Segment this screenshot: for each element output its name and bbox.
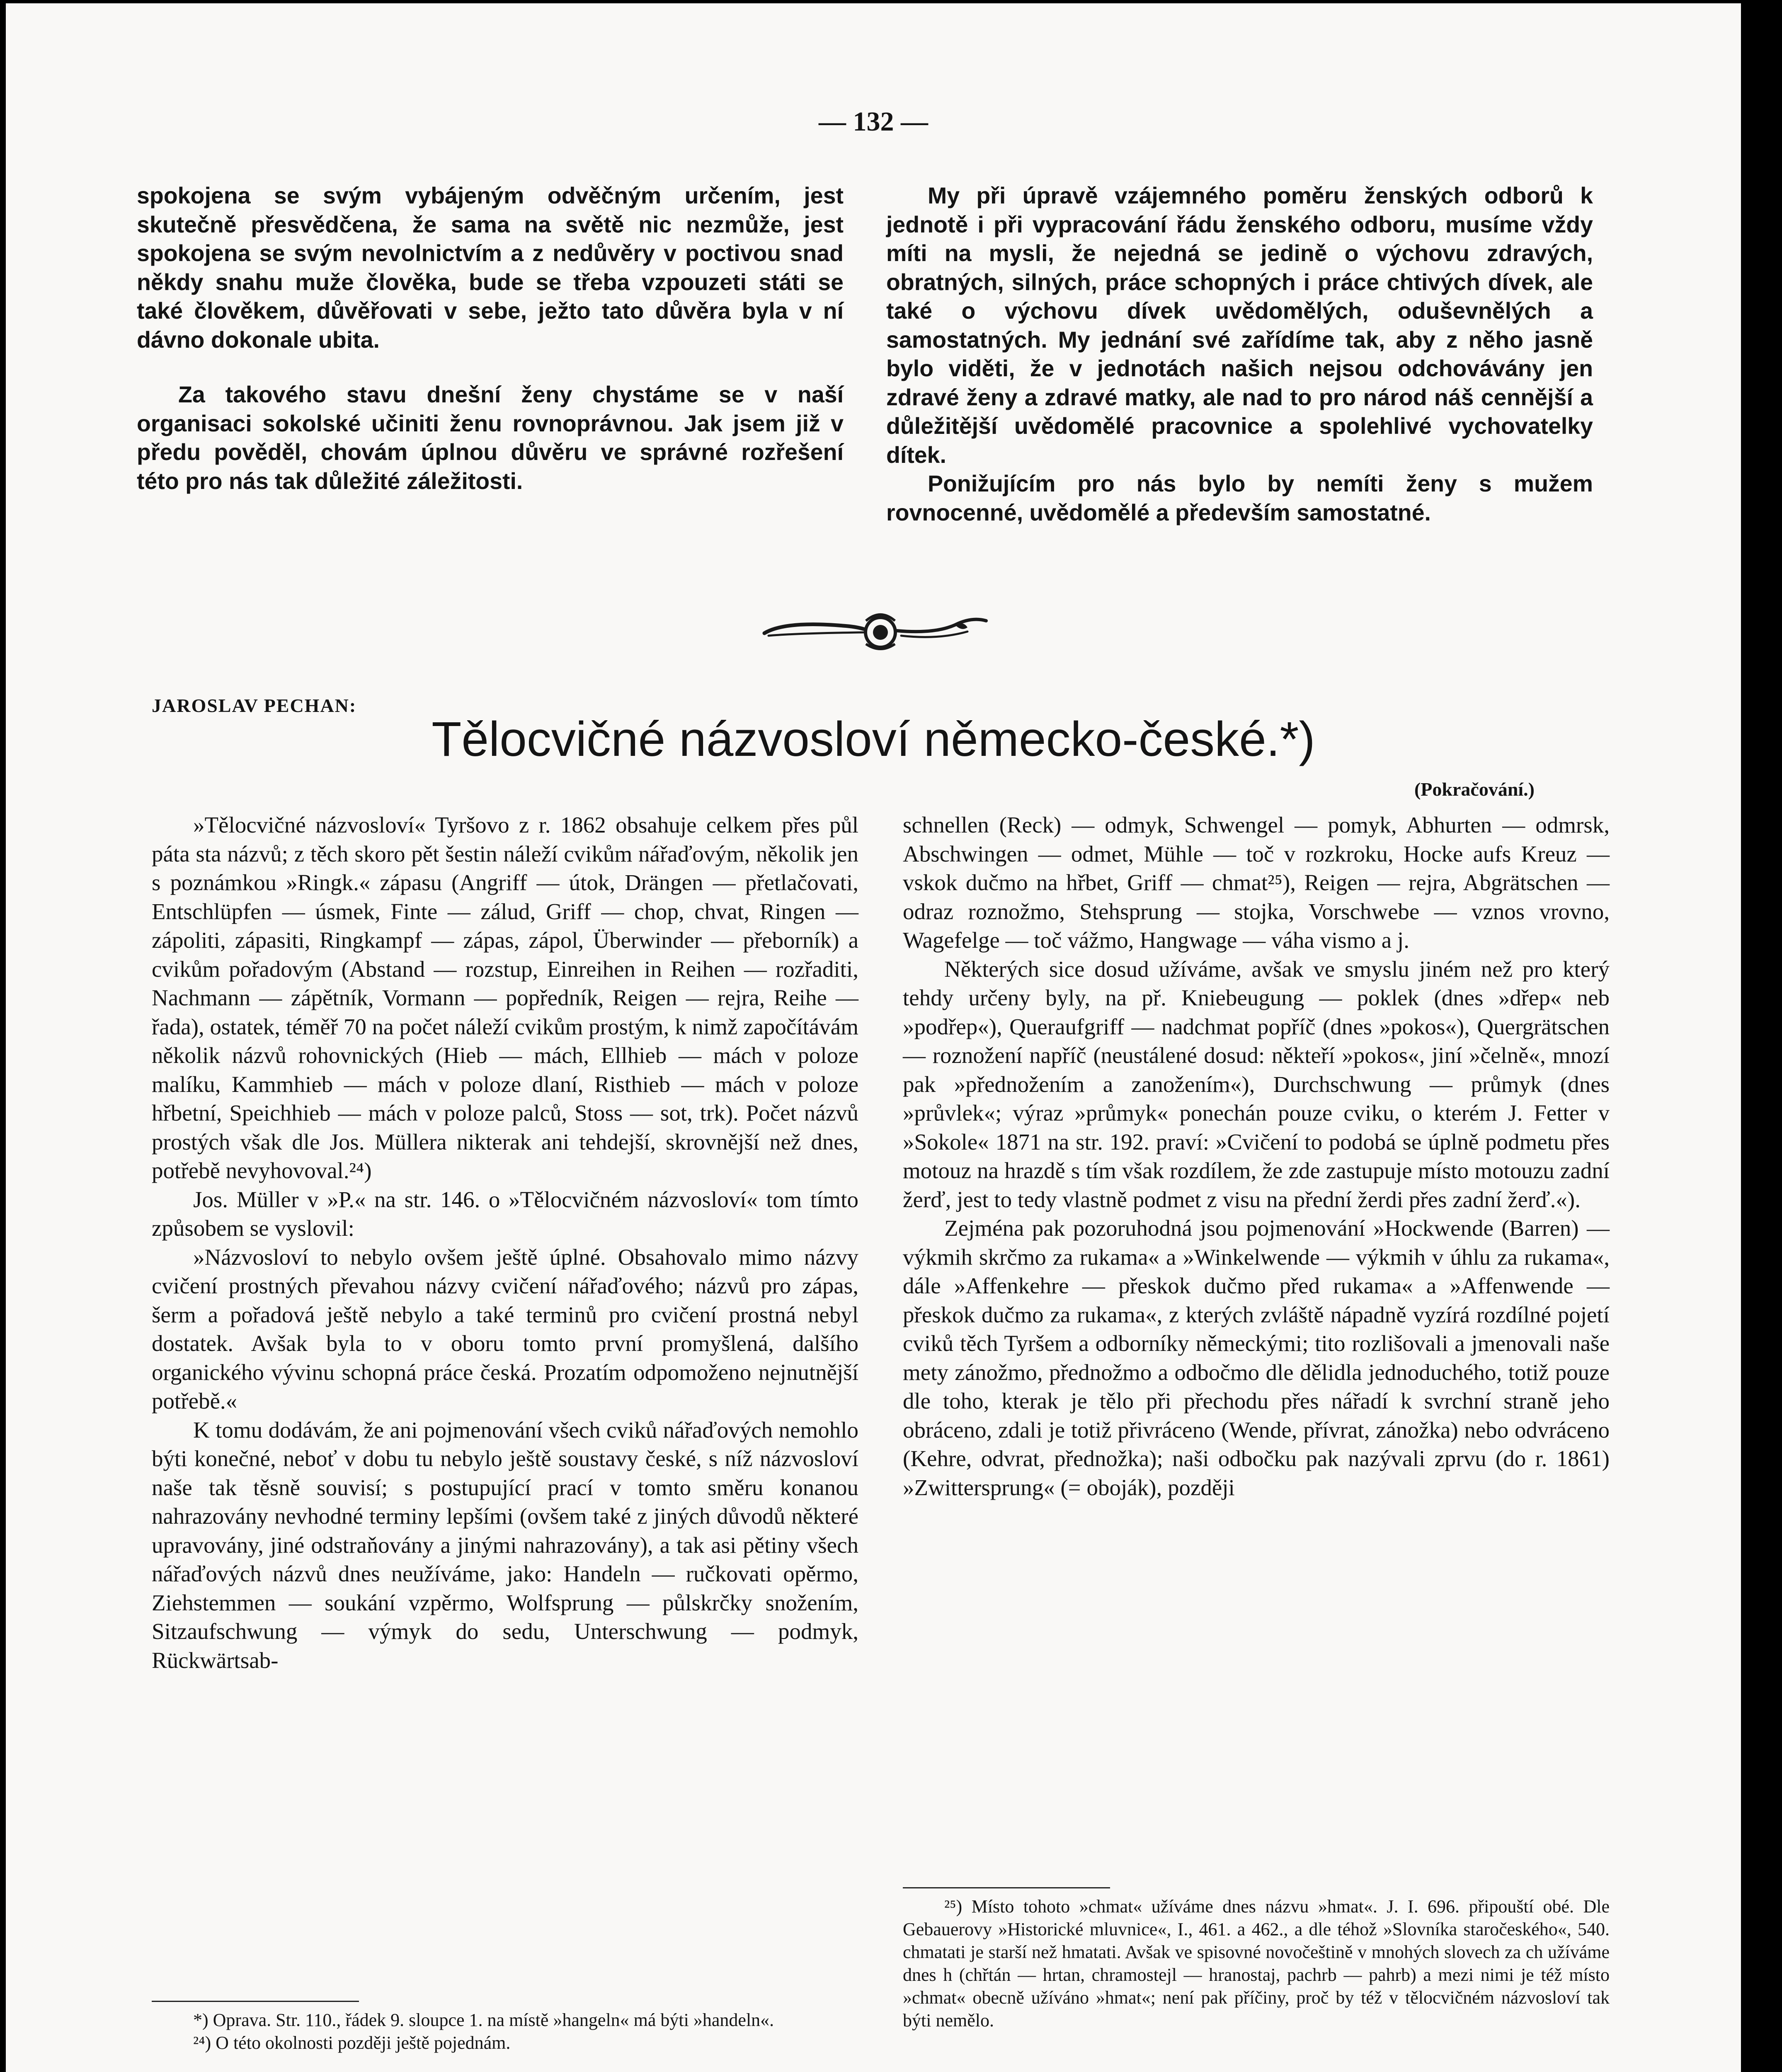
paragraph: Jos. Müller v »P.« na str. 146. o »Tělocvičném názvosloví« tom tímto způsobem se vyslovil: — [152, 1186, 858, 1241]
paragraph: Za takového stavu dnešní ženy chystáme se v naší organisaci sokolské učiniti ženu rovnoprávnou. Jak jsem již v předu pověděl, chovám úplnou důvěru ve správné rozřešení této pro nás tak důležité záležitosti. — [137, 382, 844, 494]
body-right-column — [903, 811, 1610, 1502]
footnote: *) Oprava. Str. 110., řádek 9. sloupce 1. na místě »hangeln« má býti »handeln«. — [193, 2010, 774, 2030]
footnotes-left — [152, 2001, 858, 2054]
paragraph: »Názvosloví to nebylo ovšem ještě úplné. Obsahovalo mimo názvy cvičení prostných převahou názvy cvičení nářaďového; názvů pro zápas, šerm a pořadová ještě nebylo a také terminů pro cvičení prostná nebyl dostatek. Avšak byla to v oboru tomto první promyšlená, dalšího organického vývinu schopná práce česká. Prozatím odpomoženo nejnutnější potřebě.« — [152, 1244, 858, 1414]
page — [6, 3, 1741, 2072]
footnote: ²⁴) O této okolnosti později ještě pojednám. — [193, 2033, 511, 2053]
top-right-column — [886, 182, 1593, 527]
paragraph: Zejména pak pozoruhodná jsou pojmenování »Hockwende (Barren) — výkmih skrčmo za rukama« a »Winkelwende — výkmih v úhlu za rukama«, dále »Affenkehre — přeskok dučmo před rukama« a »Affenwende — přeskok dučmo za rukama«, z kterých zvláště nápadně vyzírá rozdílné pojetí cviků těch Tyršem a odborníky německými; tito rozlišovali a jmenovali naše mety zánožmo, přednožmo a odbočmo dle dělidla jednoduchého, totiž pouze dle toho, kterak je tělo při přechodu přes nářadí k svrchní straně jeho obráceno, zdali je totiž přivráceno (Wende, přívrat, zánožka) nebo odvráceno (Kehre, odvrat, přednožka); naši odbočku pak nazývali zprvu (do r. 1861) »Zwittersprung« (= oboják), později — [903, 1215, 1610, 1500]
paragraph: K tomu dodávám, že ani pojmenování všech cviků nářaďových nemohlo býti konečné, neboť v dobu tu nebylo ještě soustavy české, s níž názvosloví naše tak těsně souvisí; s postupující prací v tomto směru konanou nahrazovány nevhodné terminy lepšími (ovšem také z jiných důvodů některé upravovány, jiné odstraňovány a jinými nahrazovány), a tak asi pětiny všech nářaďových názvů dnes neužíváme, jako: Handeln — ručkovati opěrmo, Ziehstemmen — soukání vzpěrmo, Wolfsprung — půlskrčky snožením, Sitzaufschwung — výmyk do sedu, Unterschwung — podmyk, Rückwärtsab- — [152, 1417, 858, 1673]
paragraph: Ponižujícím pro nás bylo by nemíti ženy s mužem rovnocenné, uvědomělé a především samostatné. — [886, 471, 1593, 525]
footnotes-right — [903, 1887, 1610, 2032]
paragraph: »Tělocvičné názvosloví« Tyršovo z r. 1862 obsahuje celkem přes půl páta sta názvů; z těch skoro pět šestin náleží cvikům nářaďovým, několik jen s poznámkou »Ringk.« zápasu (Angriff — útok, Drängen — přetlačovati, Entschlüpfen — úsmek, Finte — zálud, Griff — chop, chvat, Ringen — zápoliti, zápasiti, Ringkampf — zápas, zápol, Überwinder — přeborník) a cvikům pořadovým (Abstand — rozstup, Einreihen in Reihen — rozřaditi, Nachmann — zápětník, Vormann — popředník, Reigen — rejra, Reihe — řada), ostatek, téměř 70 na počet náleží cvikům prostým, k nimž započítávám několik názvů rohovnických (Hieb — mách, Ellhieb — mách v poloze malíku, Kammhieb — mách v poloze dlaní, Risthieb — mách v poloze hřbetní, Speichhieb — mách v poloze palců, Stoss — sot, trk). Počet názvů prostých však dle Jos. Müllera nikterak ani tehdejší, skrovnější než dnes, potřebě nevyhovoval.²⁴) — [152, 812, 858, 1183]
footnote-rule — [152, 2001, 359, 2002]
footnote-rule — [903, 1887, 1110, 1888]
top-left-column — [137, 182, 844, 496]
paragraph: Některých sice dosud užíváme, avšak ve smyslu jiném než pro který tehdy určeny byly, na př. Kniebeugung — poklek (dnes »dřep« neb »podřep«), Queraufgriff — nadchmat popříč (dnes »pokos«), Quergrätschen — roznožení napříč (neustálené dosud: někteří »pokos«, jiní »čelně«, mnozí pak »přednožením a zanožením«), Durchschwung — průmyk (dnes »průvlek«; výraz »průmyk« ponechán pouze cviku, o kterém J. Fetter v »Sokole« 1871 na str. 192. praví: »Cvičení to podobá se úplně podmetu přes motouz na hrazdě s tím však rozdílem, že zde zastupuje místo motouzu zadní žerď, jest to tedy vlastně podmet z visu na přední žerdi přes zadní žerď.«). — [903, 956, 1610, 1212]
body-left-column — [152, 811, 858, 1675]
ornament-divider — [760, 608, 992, 654]
article-title: Tělocvičné názvosloví německo-české.*) — [432, 712, 1315, 767]
paragraph: My při úpravě vzájemného poměru ženských odborů k jednotě i při vypracování řádu ženského odboru, musíme vždy míti na mysli, že nejedná se jedině o výchovu zdravých, obratných, silných, práce schopných i práce chtivých dívek, ale také o výchovu dívek uvědomělých, oduševnělých a samostatných. My jednání své zařídíme tak, aby z něho jasně bylo viděti, že v jednotách našich nejsou odchovávány jen zdravé ženy a zdravé matky, ale nad to pro národ náš cennější a důležitější uvědomělé pracovnice a spolehlivé vychovatelky dítek. — [886, 183, 1593, 468]
author-name: JAROSLAV PECHAN: — [152, 695, 357, 716]
paragraph: schnellen (Reck) — odmyk, Schwengel — pomyk, Abhurten — odmrsk, Abschwingen — odmet, Mühle — toč v rozkroku, Hocke aufs Kreuz — vskok dučmo na hřbet, Griff — chmat²⁵), Reigen — rejra, Abgrätschen — odraz roznožmo, Stehsprung — stojka, Vorschwebe — vznos vrovno, Wagefelge — toč vážmo, Hangwage — váha vismo a j. — [903, 812, 1610, 953]
page-number: — 132 — — [819, 107, 928, 137]
paragraph: spokojena se svým vybájeným odvěčným určením, jest skutečně přesvědčena, že sama na světě nic nezmůže, jest spokojena se svým nevolnictvím a z nedůvěry v poctivou snad někdy snahu muže člověka, bude se třeba vzpouzeti státi se také člověkem, důvěřovati v sebe, ježto tato důvěra byla v ní dávno dokonale ubita. — [137, 183, 844, 353]
footnote: ²⁵) Místo tohoto »chmat« užíváme dnes názvu »hmat«. J. I. 696. připouští obé. Dle Gebauerovy »Historické mluvnice«, I., 461. a 462., a dle téhož »Slovníka staročeského«, 540. chmatati je starší než hmatati. Avšak ve spisovné novočeštině v mnohých slovech za ch užíváme dnes h (chřtán — hrtan, chramostejl — hranostaj, pachrb — pahrb) a mezi nimi je též místo »chmat« obecně užíváno »hmat«; není pak příčiny, proč by též v tělocvičném názvosloví tak býti nemělo. — [903, 1896, 1610, 2031]
continuation-note: (Pokračování.) — [1414, 779, 1535, 800]
